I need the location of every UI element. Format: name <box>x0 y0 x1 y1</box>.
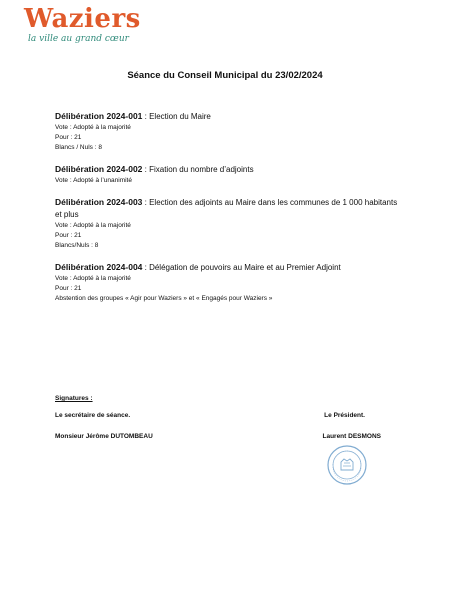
blancs-nuls-line: Blancs/Nuls : 8 <box>55 242 99 249</box>
president-label: Le Président. <box>324 412 365 419</box>
secretary-name: Monsieur Jérôme DUTOMBEAU <box>55 433 153 440</box>
abstention-line: Abstention des groupes « Agir pour Waziers » et « Engagés pour Waziers » <box>55 295 273 302</box>
waziers-logo <box>24 6 144 48</box>
deliberation-label: Délibération 2024-001 <box>55 111 143 121</box>
deliberation-label: Délibération 2024-002 <box>55 164 143 174</box>
signatures-heading: Signatures : <box>55 395 93 402</box>
deliberation-001 <box>55 110 400 153</box>
vote-line: Vote : Adopté à la majorité <box>55 275 131 282</box>
deliberation-heading <box>55 196 400 221</box>
deliberation-heading <box>55 163 400 176</box>
signature-names-row <box>55 433 405 440</box>
president-name: Laurent DESMONS <box>322 433 381 440</box>
secretary-label: Le secrétaire de séance. <box>55 412 131 419</box>
deliberation-heading <box>55 261 400 274</box>
deliberation-subject: : Fixation du nombre d’adjoints <box>142 165 254 174</box>
deliberation-heading <box>55 110 400 123</box>
blancs-nuls-line: Blancs / Nuls : 8 <box>55 144 102 151</box>
signatures-section <box>55 395 405 440</box>
vote-line: Vote : Adopté à la majorité <box>55 124 131 131</box>
deliberations-list <box>55 110 400 314</box>
deliberation-label: Délibération 2024-004 <box>55 262 143 272</box>
page-title: Séance du Conseil Municipal du 23/02/2024 <box>127 70 323 81</box>
logo-tagline: la ville au grand cœur <box>28 34 129 44</box>
signature-labels-row <box>55 412 405 419</box>
deliberation-subject: : Election du Maire <box>142 112 211 121</box>
official-seal-stamp <box>326 444 368 486</box>
deliberation-subject: : Délégation de pouvoirs au Maire et au Premier Adjoint <box>142 263 341 272</box>
pour-line: Pour : 21 <box>55 134 82 141</box>
vote-line: Vote : Adopté à la majorité <box>55 222 131 229</box>
deliberation-003 <box>55 196 400 251</box>
deliberation-002 <box>55 163 400 186</box>
deliberation-subject: : Election des adjoints au Maire dans les communes de 1 000 habitants et plus <box>55 198 398 219</box>
deliberation-004 <box>55 261 400 304</box>
vote-line: Vote : Adopté à l’unanimité <box>55 177 132 184</box>
pour-line: Pour : 21 <box>55 232 82 239</box>
pour-line: Pour : 21 <box>55 285 82 292</box>
deliberation-label: Délibération 2024-003 <box>55 197 143 207</box>
logo-name: Waziers <box>24 4 141 34</box>
